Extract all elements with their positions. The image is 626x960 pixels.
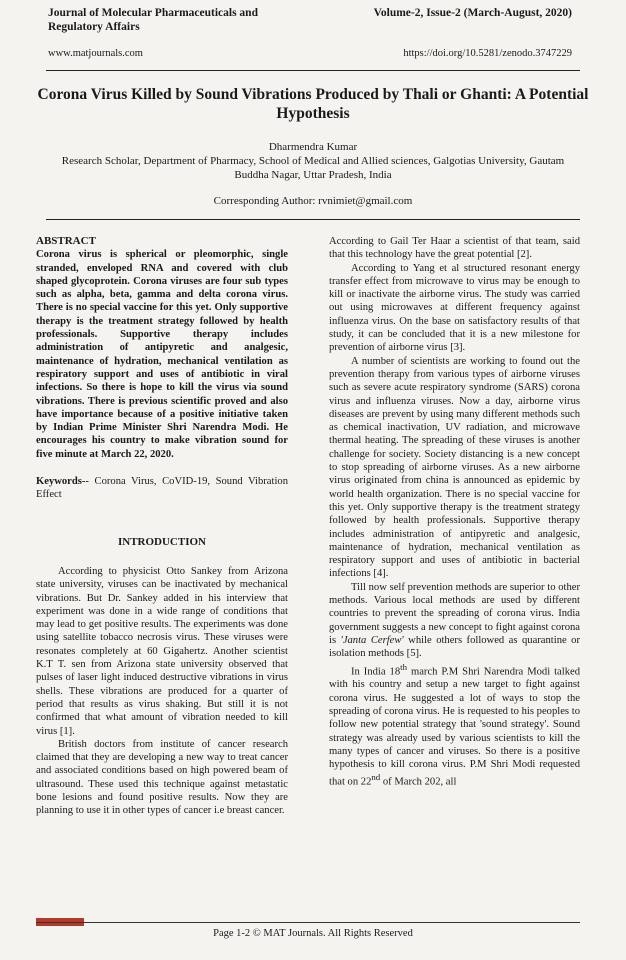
doi-link[interactable]: https://doi.org/10.5281/zenodo.3747229 [403,48,572,59]
right-paragraph-3: A number of scientists are working to found out the prevention therapy from various types of airborne viruses such as severe acute respiratory syndrome (SARS) corona virus and influenza viruses. Now a day, airborne virus diseases are prevent by using many different methods such as chemical inactivation, UV radiation, and microwave thermal heating. The spreading of these viruses is another challenge for society. Society distancing is a new concept to stop spreading of airborne viruses. As a new airborne virus originated from china is announced as epidemic by world health organization. There is no special vaccine for this yet. Only supportive therapy is the treatment strategy followed by health professionals. Supportive therapy includes administration of antipyretic and analgesic, maintenance of hydration, mechanical ventilation as respiratory support and uses of antibiotic in bacterial infections [4]. [329,355,580,580]
keywords-text: Corona Virus, CoVID-19, Sound Vibration Effect [36,476,288,501]
janta-curfew-term: 'Janta Cerfew' [340,634,404,646]
corresponding-author: Corresponding Author: rvnimiet@gmail.com [213,195,413,207]
keywords [36,475,288,502]
abstract-text: Corona virus is spherical or pleomorphic, single stranded, enveloped RNA and covered with club shaped glycoprotein. Corona viruses are four sub types such as alpha, beta, gamma and delta corona virus. There is no special vaccine for this yet. Only supportive therapy is the treatment strategy followed by health professionals. Supportive therapy includes administration of antipyretic and analgesic, maintenance of hydration, mechanical ventilation as respiratory support and uses of antibiotic in viral infections. So there is hope to kill the virus via sound vibrations. There is previous scientific proved and also have importance because of a positive initiative taken by Indian Prime Minister Shri Narendra Modi. He encourages his country to make vibration sound for five minute at March 22, 2020. [36,249,288,460]
author-name: Dharmendra Kumar [268,141,358,153]
right-paragraph-5: In India 18th march P.M Shri Narendra Modi talked with his country and setup a new target to fight against corona virus. He suggested a lot of ways to stop the spreading of corona virus. He is requested to his peoples to follow new potential strategy that 'sound strategy'. Sound strategy was already used by various scientists to kill the many types of cancer and viruses. So there is a positive hypothesis to kill corona virus. P.M Shri Modi requested that on 22nd of March 202, all [329,661,580,788]
introduction-heading: INTRODUCTION [117,535,206,548]
left-column [36,235,288,818]
right-column [329,235,580,789]
keywords-label: Keywords-- [36,476,89,488]
volume-issue: Volume-2, Issue-2 (March-August, 2020) [373,7,572,19]
intro-paragraph-2: British doctors from institute of cancer research claimed that they are developing a new way to treat cancer and associated conditions based on high powered beam of ultrasound. These used this technique against metastatic bone lesions and found positive results. Now they are planning to use it in other types of cancer i.e breast cancer. [36,738,288,817]
abstract-heading: ABSTRACT [36,235,96,247]
paper-title: Corona Virus Killed by Sound Vibrations Produced by Thali or Ghanti: A Potential Hypothesis [37,86,589,122]
journal-name: Journal of Molecular Pharmaceuticals and Regulatory Affairs [48,7,258,33]
right-paragraph-2: According to Yang et al structured resonant energy transfer effect from microwave to virus may be enough to kill or inactivate the airborne virus. The study was carried out using microwaves at different frequency against influenza virus. On the base on satisfactory results of that study, it can be concluded that it is a new milestone for prevention of airborne virus [3]. [329,262,580,354]
right-paragraph-1: According to Gail Ter Haar a scientist of that team, said that this technology have the great potential [2]. [329,236,580,261]
right-paragraph-4: Till now self prevention methods are superior to other methods. Various local methods are used by different countries to prevent the spreading of corona virus. India government suggests a new concept to fight against corona is 'Janta Cerfew' while others followed as quarantine or isolation methods [5]. [329,581,580,660]
footer-rule [36,922,580,923]
page-footer: Page 1-2 © MAT Journals. All Rights Reserved [213,928,413,939]
author-affiliation: Research Scholar, Department of Pharmacy, School of Medical and Allied sciences, Galgotias University, Gautam Buddha Nagar, Uttar Pradesh, India [61,155,565,181]
header-rule [46,70,580,71]
journal-website[interactable]: www.matjournals.com [48,48,143,59]
intro-paragraph-1: According to physicist Otto Sankey from Arizona state university, viruses can be inactivated by mechanical vibrations. But Dr. Sankey added in his interview that experiment was done in a wide range of conditions that may lead to get positive results. The experiments was done using satellite tobacco necrosis virus. These viruses were resonates completely at 60 Gigahertz. Another scientist K.T T. sen from Arizona state university observed that pulses of laser light induced destructive vibrations in virus shells. These vibrations are produced for a quarter of period that results as virus shaking. But still it is not confirmed that what amount of vibration needed to kill virus [1]. [36,565,288,737]
title-block-rule [46,219,580,220]
